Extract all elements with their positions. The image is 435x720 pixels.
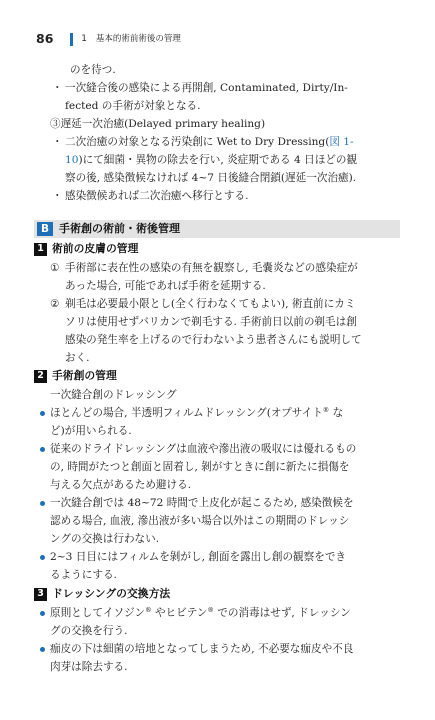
section-title: 手術創の術前・術後管理 [59,222,180,235]
bullet-item: 2~3 日目にはフィルムを剝がし, 創面を露出し創の観察をでき [0,548,435,566]
bullet-dot-icon [40,447,45,452]
figure-link[interactable]: 図 1- [329,136,354,148]
subheading-line: ③遅延一次治癒(Delayed primary healing) [50,118,266,130]
header-divider [70,33,73,46]
bullet-item: ほとんどの場合, 半透明フィルムドレッシング(オプサイト® な [0,404,435,422]
text-line: 与える欠点があるため避ける. [50,479,192,491]
text-line: fected の手術が対象となる. [65,100,201,112]
bullet-line: ・ 感染徴候あれば二次治癒へ移行とする. [52,190,249,202]
text-line: の, 時間がたつと創面と固着し, 剝がすときに創に新たに損傷を [50,461,350,473]
bullet-item: 原則としてイソジン® やヒビテン® での消毒はせず, ドレッシン [0,604,435,622]
page-number: 86 [36,31,54,46]
bullet-dot-icon [40,647,45,652]
chapter-title: 基本的術前術後の管理 [95,34,181,44]
chapter-number: 1 [81,34,87,44]
subsection-heading [34,240,138,258]
subsection-body [0,386,435,584]
top-paragraph [0,61,435,205]
section-letter-badge: B [37,222,53,236]
subsection-title: 術前の皮膚の管理 [52,242,139,255]
text-line: グの交換を行う. [50,625,128,637]
text-line: 一次縫合創のドレッシング [50,389,177,401]
subsection-number-badge: 2 [34,370,47,383]
subsection-title: ドレッシングの交換方法 [52,587,171,600]
section-heading [34,220,400,238]
bullet-item: 痂皮の下は細菌の培地となってしまうため, 不必要な痂皮や不良 [0,640,435,658]
text-line: ングの交換は行わない. [50,533,160,545]
subsection-heading [34,585,170,603]
bullet-dot-icon [40,411,45,416]
subsection-number-badge: 1 [34,243,47,256]
bullet-item: 一次縫合創では 48~72 時間で上皮化が起こるため, 感染徴候を [0,494,435,512]
text-line: 肉芽は除去する. [50,661,128,673]
subsection-body [0,259,435,367]
bullet-item: 従来のドライドレッシングは血液や滲出液の吸収には優れるもの [0,440,435,458]
text-line: ど)が用いられる. [50,425,132,437]
bullet-dot-icon [40,555,45,560]
figure-link[interactable]: 10 [65,154,79,166]
bullet-dot-icon [40,611,45,616]
text-line: のを待つ. [70,64,116,76]
text-line: あった場合, 可能であれば手術を延期する. [65,280,266,292]
subsection-number-badge: 3 [34,588,47,601]
numbered-item: ① 手術部に表在性の感染の有無を観察し, 毛嚢炎などの感染症が [50,262,358,274]
text-line: 認める場合, 血液, 滲出液が多い場合以外はこの期間のドレッシ [50,515,350,527]
text-line: 10)にて細菌・異物の除去を行い, 炎症期である 4 日ほどの観 [65,154,358,166]
text-line: おく. [65,352,90,364]
running-header [36,31,181,47]
text-line: 感染の発生率を上げるので行わないよう患者さんにも説明して [65,334,362,346]
text-line: ソリは使用せずバリカンで剃毛する. 手術前日以前の剃毛は創 [65,316,357,328]
subsection-heading [34,367,117,385]
text-line: 察の後, 感染徴候なければ 4~7 日後縫合閉鎖(遅延一次治癒). [65,172,357,184]
bullet-line: ・ 二次治癒の対象となる汚染創に Wet to Dry Dressing(図 1- [52,136,354,148]
bullet-line: ・ 一次縫合後の感染による再開創, Contaminated, Dirty/In- [52,82,348,94]
numbered-item: ② 剃毛は必要最小限とし(全く行わなくてもよい), 術直前にカミ [50,298,356,310]
subsection-title: 手術創の管理 [52,369,117,382]
subsection-body [0,604,435,676]
text-line: るようにする. [50,569,117,581]
bullet-dot-icon [40,501,45,506]
